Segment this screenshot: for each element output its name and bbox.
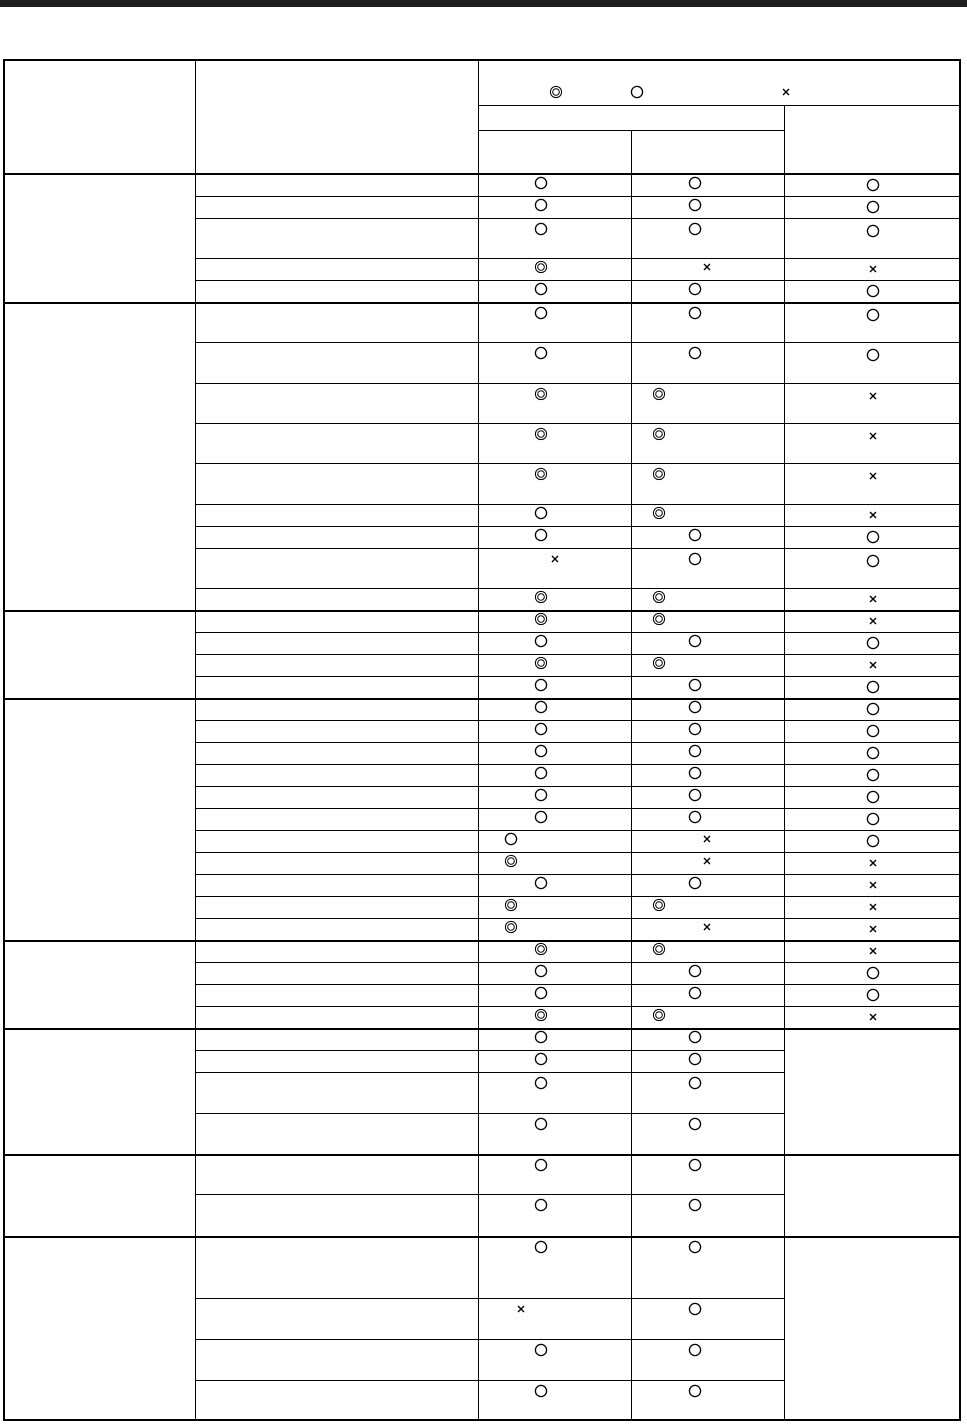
row-divider: [195, 830, 961, 831]
row-divider: [195, 1050, 785, 1051]
row-divider: [195, 632, 961, 633]
cell-mark-circle: [534, 766, 548, 780]
row-divider: [195, 258, 961, 259]
row-divider: [195, 962, 961, 963]
cell-mark-double-circle: [534, 1008, 548, 1022]
table-border-right: [959, 59, 961, 1421]
group-divider: [3, 1154, 961, 1156]
row-divider: [195, 984, 961, 985]
cell-mark-circle: [534, 1117, 548, 1131]
cell-mark-circle: [688, 634, 702, 648]
table-border-left: [3, 59, 5, 1421]
cell-mark-circle: [866, 768, 880, 782]
cell-mark-circle: [866, 178, 880, 192]
cell-mark-circle: [688, 1198, 702, 1212]
cell-mark-double-circle: [652, 898, 666, 912]
cell-mark-circle: [688, 964, 702, 978]
cell-mark-cross: [866, 592, 880, 606]
cell-mark-circle: [866, 636, 880, 650]
cell-mark-circle: [534, 1384, 548, 1398]
cell-mark-double-circle: [652, 427, 666, 441]
cell-mark-circle: [688, 744, 702, 758]
row-divider: [195, 280, 961, 281]
cell-mark-circle: [688, 1158, 702, 1172]
row-divider: [195, 1339, 785, 1340]
cell-mark-double-circle: [504, 920, 518, 934]
cell-mark-double-circle: [652, 612, 666, 626]
row-divider: [195, 196, 961, 197]
cell-mark-circle: [688, 1302, 702, 1316]
row-divider: [195, 1006, 961, 1007]
row-divider: [195, 588, 961, 589]
cell-mark-cross: [866, 614, 880, 628]
cell-mark-double-circle: [652, 656, 666, 670]
cell-mark-circle: [688, 176, 702, 190]
cell-mark-circle: [688, 788, 702, 802]
cell-mark-circle: [534, 282, 548, 296]
cell-mark-circle: [534, 810, 548, 824]
header-divider-col1: [195, 59, 196, 175]
cell-mark-circle: [534, 222, 548, 236]
cell-mark-circle: [688, 810, 702, 824]
header-divider-col2: [478, 59, 479, 175]
cell-mark-cross: [700, 854, 714, 868]
cell-mark-double-circle: [534, 590, 548, 604]
cell-mark-cross: [866, 922, 880, 936]
cell-mark-circle: [688, 282, 702, 296]
cell-mark-circle: [688, 222, 702, 236]
row-divider: [195, 654, 961, 655]
cell-mark-cross: [866, 508, 880, 522]
cell-mark-circle: [534, 788, 548, 802]
cell-mark-circle: [866, 746, 880, 760]
cell-mark-circle: [688, 1117, 702, 1131]
row-divider: [195, 808, 961, 809]
cell-mark-circle: [534, 964, 548, 978]
row-divider: [195, 342, 961, 343]
cell-mark-circle: [688, 766, 702, 780]
cell-mark-circle: [866, 988, 880, 1002]
cell-mark-double-circle: [652, 467, 666, 481]
group-divider: [3, 940, 961, 942]
cell-mark-cross: [700, 920, 714, 934]
row-divider: [195, 896, 961, 897]
cell-mark-double-circle: [652, 387, 666, 401]
cell-mark-cross: [866, 1010, 880, 1024]
row-divider: [195, 742, 961, 743]
cell-mark-cross: [866, 429, 880, 443]
cell-mark-circle: [688, 1384, 702, 1398]
cell-mark-circle: [534, 744, 548, 758]
body-divider-col3: [631, 175, 632, 1421]
cell-mark-circle: [866, 284, 880, 298]
cell-mark-circle: [688, 306, 702, 320]
cell-mark-circle: [866, 834, 880, 848]
row-divider: [195, 874, 961, 875]
cell-mark-double-circle: [652, 942, 666, 956]
row-divider: [195, 218, 961, 219]
row-divider: [195, 1380, 785, 1381]
row-divider: [195, 423, 961, 424]
cell-mark-circle: [866, 966, 880, 980]
cell-mark-circle: [866, 554, 880, 568]
cell-mark-circle: [688, 986, 702, 1000]
cell-mark-circle: [534, 1076, 548, 1090]
header-bottom-rule: [3, 173, 961, 175]
cell-mark-circle: [534, 306, 548, 320]
cell-mark-circle: [866, 680, 880, 694]
row-divider: [195, 548, 961, 549]
cell-mark-circle: [866, 224, 880, 238]
cell-mark-circle: [688, 1343, 702, 1357]
cell-mark-circle: [866, 348, 880, 362]
row-divider: [195, 764, 961, 765]
cell-mark-circle: [534, 528, 548, 542]
cell-mark-circle: [534, 1240, 548, 1254]
cell-mark-circle: [534, 678, 548, 692]
cell-mark-cross: [866, 944, 880, 958]
cell-mark-double-circle: [534, 467, 548, 481]
cell-mark-cross: [866, 856, 880, 870]
cell-mark-circle: [688, 528, 702, 542]
cell-mark-circle: [534, 722, 548, 736]
cell-mark-circle: [534, 1158, 548, 1172]
cell-mark-circle: [866, 812, 880, 826]
cell-mark-double-circle: [534, 387, 548, 401]
cell-mark-double-circle: [504, 854, 518, 868]
cell-mark-circle: [534, 1030, 548, 1044]
cell-mark-cross: [866, 878, 880, 892]
cell-mark-circle: [534, 1052, 548, 1066]
cell-mark-cross: [866, 389, 880, 403]
row-divider: [195, 1113, 785, 1114]
cell-mark-circle: [534, 176, 548, 190]
group-divider: [3, 1028, 961, 1030]
group-divider: [3, 698, 961, 700]
cell-mark-double-circle: [534, 612, 548, 626]
cell-mark-circle: [534, 198, 548, 212]
cell-mark-double-circle: [534, 427, 548, 441]
cell-mark-cross: [548, 552, 562, 566]
cell-mark-cross: [866, 469, 880, 483]
cell-mark-double-circle: [534, 942, 548, 956]
row-divider: [195, 1072, 785, 1073]
legend-double-circle-mark: [549, 85, 563, 99]
cell-mark-cross: [700, 832, 714, 846]
cell-mark-double-circle: [652, 506, 666, 520]
cell-mark-cross: [514, 1302, 528, 1316]
table-border-top: [3, 59, 961, 61]
cell-mark-cross: [866, 900, 880, 914]
row-divider: [195, 720, 961, 721]
cell-mark-circle: [688, 198, 702, 212]
row-divider: [195, 1298, 785, 1299]
cell-mark-circle: [688, 722, 702, 736]
cell-mark-circle: [866, 200, 880, 214]
row-divider: [195, 852, 961, 853]
cell-mark-cross: [866, 658, 880, 672]
cell-mark-circle: [534, 700, 548, 714]
cell-mark-circle: [866, 724, 880, 738]
row-divider: [195, 918, 961, 919]
row-divider: [195, 1194, 785, 1195]
body-divider-col4: [784, 175, 785, 1421]
cell-mark-circle: [688, 876, 702, 890]
cell-mark-circle: [688, 678, 702, 692]
header-divider-col3: [631, 130, 632, 175]
cell-mark-circle: [534, 1198, 548, 1212]
legend-circle-mark: [630, 85, 644, 99]
cell-mark-circle: [688, 700, 702, 714]
cell-mark-cross: [700, 260, 714, 274]
cell-mark-circle: [504, 832, 518, 846]
cell-mark-cross: [866, 262, 880, 276]
table-border-bottom: [3, 1419, 961, 1421]
cell-mark-circle: [866, 702, 880, 716]
cell-mark-circle: [534, 1343, 548, 1357]
row-divider: [195, 676, 961, 677]
cell-mark-circle: [534, 506, 548, 520]
row-divider: [195, 786, 961, 787]
header-divider-col4: [784, 105, 785, 175]
cell-mark-double-circle: [534, 260, 548, 274]
cell-mark-double-circle: [652, 590, 666, 604]
cell-mark-double-circle: [652, 1008, 666, 1022]
cell-mark-circle: [866, 308, 880, 322]
cell-mark-circle: [688, 552, 702, 566]
row-divider: [195, 526, 961, 527]
header-divider-legend: [478, 105, 961, 106]
cell-mark-circle: [534, 634, 548, 648]
cell-mark-circle: [688, 346, 702, 360]
cell-mark-circle: [534, 876, 548, 890]
cell-mark-circle: [688, 1240, 702, 1254]
cell-mark-circle: [866, 530, 880, 544]
cell-mark-double-circle: [534, 656, 548, 670]
cell-mark-double-circle: [504, 898, 518, 912]
cell-mark-circle: [534, 346, 548, 360]
cell-mark-circle: [688, 1052, 702, 1066]
group-divider: [3, 610, 961, 612]
body-divider-col2: [478, 175, 479, 1421]
group-divider: [3, 1236, 961, 1238]
cell-mark-circle: [866, 790, 880, 804]
body-divider-col1: [195, 175, 196, 1421]
cell-mark-circle: [534, 986, 548, 1000]
row-divider: [195, 463, 961, 464]
cell-mark-circle: [688, 1076, 702, 1090]
group-divider: [3, 302, 961, 304]
cell-mark-circle: [688, 1030, 702, 1044]
row-divider: [195, 383, 961, 384]
legend-cross-mark: [779, 85, 793, 99]
row-divider: [195, 504, 961, 505]
